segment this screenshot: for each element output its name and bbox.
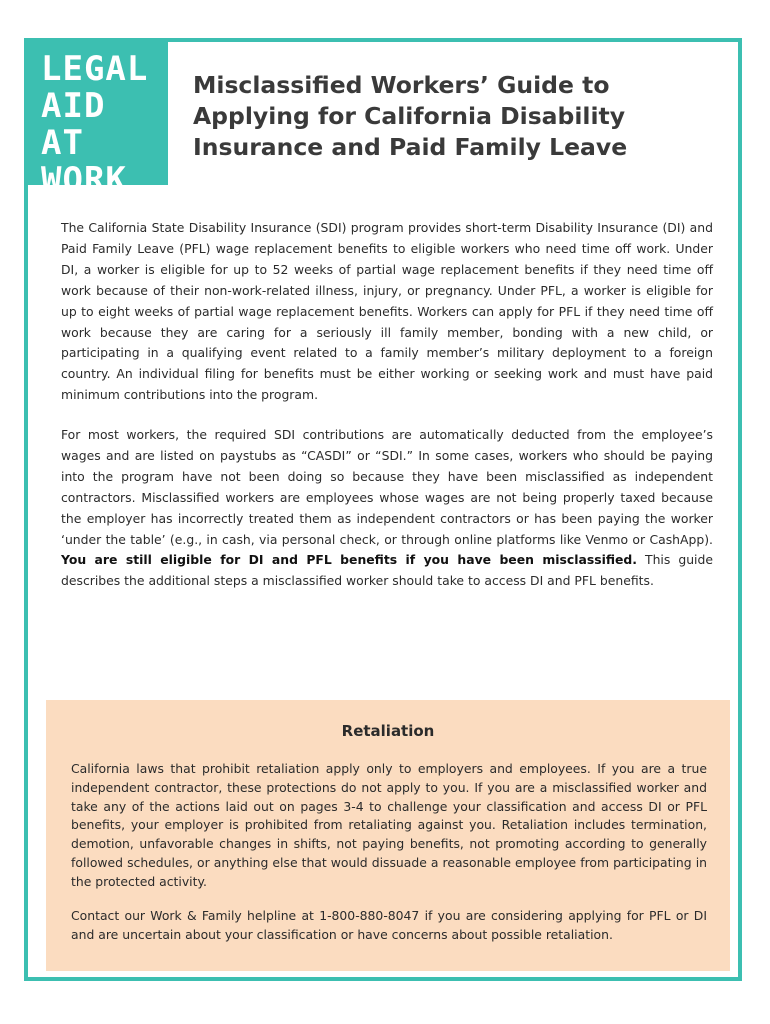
legal-aid-at-work-logo bbox=[24, 38, 168, 200]
eligibility-emphasis: You are still eligible for DI and PFL benefits if you have been misclassified. bbox=[61, 552, 637, 568]
contributions-text-end: This guide describes the additional steps a misclassified worker should take to access DI and PFL benefits. bbox=[61, 552, 713, 589]
document-title: Misclassified Workers’ Guide to Applying for California Disability Insurance and Paid Family Leave bbox=[193, 71, 628, 161]
contributions-text-start: For most workers, the required SDI contributions are automatically deducted from the employee’s wages and are listed on paystubs as “CASDI” or “SDI.” In some cases, workers who should be paying into the program have not been doing so because they have been misclassified as independent contractors. Misclassified workers are employees whose wages are not being properly taxed because the employer has incorrectly treated them as independent contractors or has been paying the worker ‘under the table’ (e.g., in cash, via personal check, or through online platforms like Venmo or CashApp). bbox=[61, 427, 713, 547]
intro-paragraph: The California State Disability Insurance (SDI) program provides short-term Disability Insurance (DI) and Paid Family Leave (PFL) wage replacement benefits to eligible workers who need time off work. Under DI, a worker is eligible for up to 52 weeks of partial wage replacement benefits if they need time off work because of their non-work-related illness, injury, or pregnancy. Under PFL, a worker is eligible for up to eight weeks of partial wage replacement benefits. Workers can apply for PFL if they need time off work because they are caring for a seriously ill family member, bonding with a new child, or participating in a qualifying event related to a family member’s military deployment to a foreign country. An individual filing for benefits must be either working or seeking work and must have paid minimum contributions into the program. bbox=[61, 220, 713, 403]
logo-line-1: LEGAL bbox=[41, 49, 149, 89]
logo-line-3: WORK bbox=[41, 160, 127, 200]
logo-line-2: AID AT bbox=[41, 86, 106, 163]
retaliation-heading: Retaliation bbox=[341, 722, 435, 740]
helpline-contact-text: Contact our Work & Family helpline at 1-800-880-8047 if you are considering applying for PFL or DI and are uncertain about your classification or have concerns about possible retaliation. bbox=[71, 908, 707, 942]
retaliation-text: California laws that prohibit retaliation apply only to employers and employees. If you are a true independent contractor, these protections do not apply to you. If you are a misclassified worker and take any of the actions laid out on pages 3-4 to challenge your classification and access DI or PFL benefits, your employer is prohibited from retaliating against you. Retaliation includes termination, demotion, unfavorable changes in shifts, not paying benefits, not promoting according to generally followed schedules, or anything else that would dissuade a reasonable employee from participating in the protected activity. bbox=[71, 761, 707, 889]
retaliation-callout bbox=[46, 700, 730, 971]
contributions-paragraph bbox=[61, 425, 713, 592]
